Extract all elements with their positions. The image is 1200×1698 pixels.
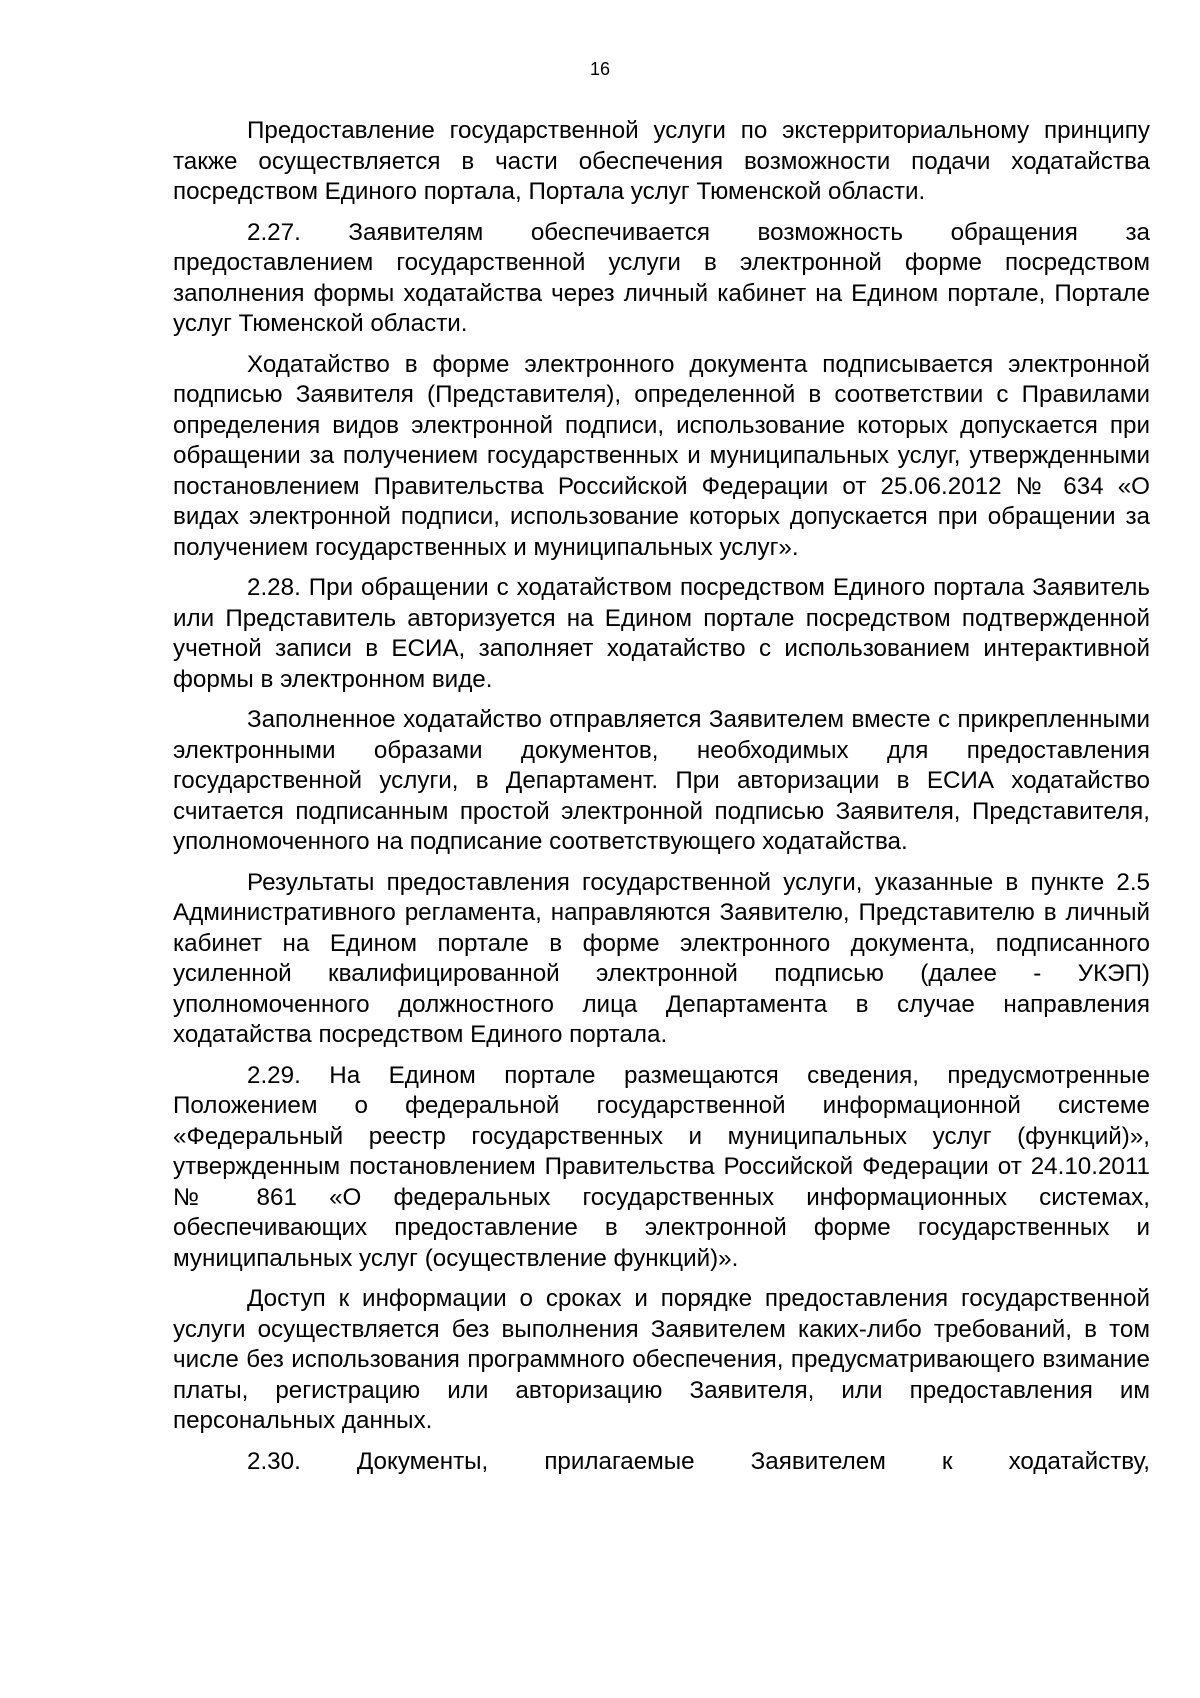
paragraph-2-27: 2.27. Заявителям обеспечивается возможность обращения за предоставлением государственной услуги в электронной форме посредством заполнения формы ходатайства через личный кабинет на Едином портале, Портале услуг Тюменской области.	[173, 218, 1150, 337]
document-body	[173, 116, 1150, 1487]
paragraph-access-info: Доступ к информации о сроках и порядке предоставления государственной услуги осуществляется без выполнения Заявителем каких-либо требований, в том числе без использования программного обеспечения, предусматривающего взимание платы, регистрацию или авторизацию Заявителя, или предоставления им персональных данных.	[173, 1285, 1150, 1434]
paragraph-2-30: 2.30. Документы, прилагаемые Заявителем к ходатайству,	[247, 1447, 1150, 1475]
page-number: 16	[589, 59, 611, 79]
paragraph-2-29: 2.29. На Едином портале размещаются сведения, предусмотренные Положением о федеральной государственной информационной системе «Федеральный реестр государственных и муниципальных услуг (функций)», утвержденным постановлением Правительства Российской Федерации от 24.10.2011 № 861 «О федеральных государственных информационных системах, обеспечивающих предоставление в электронной форме государственных и муниципальных услуг (осуществление функций)».	[173, 1061, 1150, 1272]
paragraph-results: Результаты предоставления государственной услуги, указанные в пункте 2.5 Административного регламента, направляются Заявителю, Представителю в личный кабинет на Едином портале в форме электронного документа, подписанного усиленной квалифицированной электронной подписью (далее - УКЭП) уполномоченного должностного лица Департамента в случае направления ходатайства посредством Единого портала.	[173, 868, 1150, 1048]
paragraph-extraterritorial: Предоставление государственной услуги по экстерриториальному принципу также осуществляется в части обеспечения возможности подачи ходатайства посредством Единого портала, Портала услуг Тюменской области.	[173, 117, 1150, 205]
paragraph-filled-petition: Заполненное ходатайство отправляется Заявителем вместе с прикрепленными электронными образами документов, необходимых для предоставления государственной услуги, в Департамент. При авторизации в ЕСИА ходатайство считается подписанным простой электронной подписью Заявителя, Представителя, уполномоченного на подписание соответствующего ходатайства.	[173, 706, 1150, 855]
paragraph-2-28: 2.28. При обращении с ходатайством посредством Единого портала Заявитель или Представитель авторизуется на Едином портале посредством подтвержденной учетной записи в ЕСИА, заполняет ходатайство с использованием интерактивной формы в электронном виде.	[173, 574, 1150, 693]
paragraph-electronic-signature: Ходатайство в форме электронного документа подписывается электронной подписью Заявителя (Представителя), определенной в соответствии с Правилами определения видов электронной подписи, использование которых допускается при обращении за получением государственных и муниципальных услуг, утвержденными постановлением Правительства Российской Федерации от 25.06.2012 № 634 «О видах электронной подписи, использование которых допускается при обращении за получением государственных и муниципальных услуг».	[173, 350, 1150, 561]
